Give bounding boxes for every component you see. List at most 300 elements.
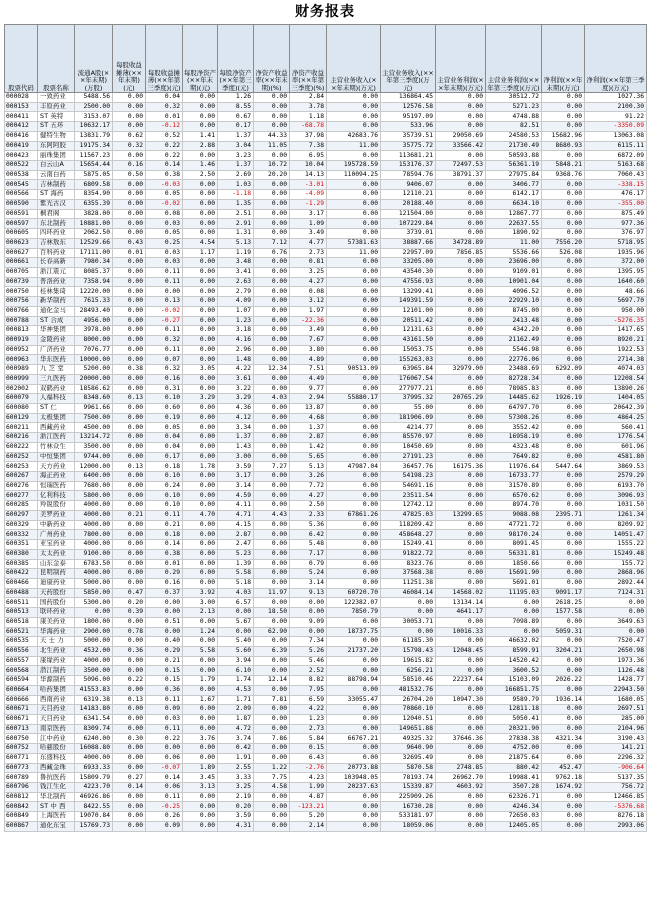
value-cell: 20188.40 (381, 199, 436, 209)
value-cell: 2900.00 (75, 627, 113, 637)
stock-code-cell: 600276 (5, 481, 38, 491)
value-cell: 47987.04 (327, 462, 381, 472)
stock-code-cell: 000597 (5, 219, 38, 229)
table-row (5, 151, 647, 161)
value-cell: 0.00 (183, 287, 218, 297)
value-cell: 3500.00 (75, 666, 113, 676)
value-cell: 0.39 (113, 608, 146, 618)
value-cell: 0.00 (113, 540, 146, 550)
value-cell: 6.59 (290, 695, 327, 705)
value-cell: 6783.50 (75, 559, 113, 569)
value-cell: 0.00 (327, 219, 381, 229)
value-cell: 0.00 (542, 277, 585, 287)
value-cell: 0.00 (183, 821, 218, 831)
value-cell: 0.00 (183, 617, 218, 627)
value-cell: 0.00 (254, 423, 290, 433)
value-cell: 0.29 (146, 569, 183, 579)
value-cell: 7500.00 (75, 413, 113, 423)
value-cell: 2026.22 (542, 676, 585, 686)
value-cell: 4.22 (290, 705, 327, 715)
value-cell: 0.00 (542, 540, 585, 550)
value-cell: 4500.00 (75, 423, 113, 433)
value-cell: 0.00 (436, 481, 486, 491)
stock-code-cell: 000566 (5, 190, 38, 200)
value-cell: 3.29 (218, 394, 254, 404)
value-cell: 0.00 (436, 491, 486, 501)
value-cell: 1555.22 (585, 540, 647, 550)
value-cell: 7.27 (254, 462, 290, 472)
value-cell: 3204.21 (542, 646, 585, 656)
table-row (5, 209, 647, 219)
value-cell: 33566.42 (436, 141, 486, 151)
value-cell: 0.00 (113, 102, 146, 112)
stock-code-cell: 000963 (5, 355, 38, 365)
stock-name-cell: 鲁抗医药 (38, 773, 75, 783)
value-cell: 2.73 (290, 724, 327, 734)
value-cell: 62.90 (254, 627, 290, 637)
value-cell: 0.00 (254, 277, 290, 287)
value-cell: 0.03 (146, 248, 183, 258)
stock-name-cell: 紫光古汉 (38, 199, 75, 209)
value-cell: 0.00 (183, 442, 218, 452)
value-cell: 15809.79 (75, 773, 113, 783)
value-cell: 55.00 (381, 404, 436, 414)
value-cell: 3406.77 (486, 180, 542, 190)
value-cell: 0.00 (542, 122, 585, 132)
stock-name-cell: 哈药集团 (38, 685, 75, 695)
value-cell: 4.54 (183, 238, 218, 248)
value-cell: 2.52 (290, 666, 327, 676)
value-cell: 4.77 (290, 238, 327, 248)
value-cell: 9091.17 (542, 588, 585, 598)
table-row (5, 715, 647, 725)
value-cell: 2.84 (290, 93, 327, 103)
value-cell: 6400.00 (75, 472, 113, 482)
table-row (5, 297, 647, 307)
value-cell: 4.15 (218, 520, 254, 530)
value-cell: 20511.42 (381, 316, 436, 326)
value-cell: 0.00 (436, 559, 486, 569)
value-cell: 5.24 (290, 569, 327, 579)
value-cell: 8000.00 (75, 335, 113, 345)
value-cell: 0.22 (146, 734, 183, 744)
value-cell: 0.29 (146, 646, 183, 656)
value-cell: 54198.23 (381, 472, 436, 482)
value-cell: 37.98 (290, 131, 327, 141)
value-cell: 0.52 (146, 131, 183, 141)
value-cell: 0.00 (254, 802, 290, 812)
value-cell: 0.00 (436, 355, 486, 365)
value-cell: 7615.33 (75, 297, 113, 307)
stock-code-cell: 000419 (5, 141, 38, 151)
value-cell: 0.00 (290, 598, 327, 608)
value-cell: 67861.26 (327, 510, 381, 520)
value-cell: 0.15 (146, 676, 183, 686)
value-cell: 6872.09 (585, 151, 647, 161)
value-cell: 2.79 (218, 287, 254, 297)
value-cell: 12048.45 (436, 646, 486, 656)
value-cell: 22237.64 (436, 676, 486, 686)
value-cell: 3.00 (218, 452, 254, 462)
value-cell: 7.86 (254, 734, 290, 744)
value-cell: 0.00 (183, 102, 218, 112)
stock-name-cell: 羚锐股份 (38, 501, 75, 511)
value-cell: 5.58 (183, 646, 218, 656)
value-cell: 44.33 (254, 131, 290, 141)
value-cell: 0.00 (542, 306, 585, 316)
value-cell: 22957.09 (381, 248, 436, 258)
value-cell: 0.10 (146, 472, 183, 482)
stock-name-cell: 人福科技 (38, 394, 75, 404)
stock-name-cell: 丰原药业 (38, 102, 75, 112)
value-cell: 1.31 (218, 229, 254, 239)
stock-name-cell: 新华制药 (38, 297, 75, 307)
value-cell: 0.00 (183, 792, 218, 802)
value-cell: 3828.00 (75, 209, 113, 219)
stock-name-cell: 广济药业 (38, 345, 75, 355)
value-cell: 14568.02 (436, 588, 486, 598)
value-cell: 0.27 (113, 773, 146, 783)
value-cell: 1.18 (290, 112, 327, 122)
table-row (5, 763, 647, 773)
value-cell: 0.00 (113, 423, 146, 433)
table-row (5, 734, 647, 744)
table-row (5, 190, 647, 200)
value-cell: 7680.00 (75, 481, 113, 491)
value-cell: 3.17 (218, 472, 254, 482)
value-cell: 5.58 (218, 569, 254, 579)
value-cell: 0.00 (254, 199, 290, 209)
value-cell: 0.00 (254, 258, 290, 268)
stock-name-cell: ST 海药 (38, 190, 75, 200)
value-cell: 0.19 (146, 413, 183, 423)
value-cell: 2395.71 (542, 510, 585, 520)
value-cell: -3.01 (290, 180, 327, 190)
value-cell: 4000.00 (75, 520, 113, 530)
stock-code-cell: 000627 (5, 248, 38, 258)
value-cell: 3.29 (183, 394, 218, 404)
value-cell: 2579.29 (585, 472, 647, 482)
value-cell: 2.19 (218, 792, 254, 802)
value-cell: 0.00 (436, 151, 486, 161)
value-cell: 0.00 (218, 608, 254, 618)
value-cell: 0.00 (436, 792, 486, 802)
value-cell: 0.00 (542, 316, 585, 326)
value-cell: 6.42 (290, 530, 327, 540)
value-cell: -5276.35 (585, 316, 647, 326)
value-cell: 3.61 (218, 374, 254, 384)
value-cell: 2062.50 (75, 229, 113, 239)
value-cell: 4.12 (218, 413, 254, 423)
value-cell: 1027.36 (585, 93, 647, 103)
stock-code-cell: 600796 (5, 783, 38, 793)
value-cell: 0.00 (290, 627, 327, 637)
value-cell: 9109.01 (486, 267, 542, 277)
value-cell: 12220.00 (75, 287, 113, 297)
value-cell: 0.03 (146, 219, 183, 229)
stock-name-cell: ST 中 西 (38, 802, 75, 812)
value-cell: 3500.00 (75, 442, 113, 452)
value-cell: 19175.34 (75, 141, 113, 151)
table-row (5, 258, 647, 268)
value-cell: 1.42 (290, 442, 327, 452)
value-cell: 10901.04 (486, 277, 542, 287)
value-cell: 0.00 (183, 316, 218, 326)
value-cell: 5163.68 (585, 161, 647, 171)
value-cell: 1.67 (183, 695, 218, 705)
stock-code-cell: 600080 (5, 404, 38, 414)
value-cell: 155.72 (585, 559, 647, 569)
value-cell: 4956.00 (75, 316, 113, 326)
value-cell: 0.01 (146, 559, 183, 569)
stock-name-cell: 亿利科技 (38, 491, 75, 501)
value-cell: 27191.23 (381, 452, 436, 462)
value-cell: 12000.00 (75, 462, 113, 472)
stock-name-cell: 上海医药 (38, 812, 75, 822)
value-cell: 3978.00 (75, 326, 113, 336)
value-cell: 22929.10 (486, 297, 542, 307)
value-cell: 0.00 (113, 705, 146, 715)
value-cell: 3.25 (218, 783, 254, 793)
stock-code-cell: 000919 (5, 335, 38, 345)
value-cell: 0.67 (218, 112, 254, 122)
value-cell: 0.00 (183, 569, 218, 579)
value-cell: 1973.36 (585, 656, 647, 666)
value-cell: 5536.66 (486, 248, 542, 258)
stock-name-cell: 天方药业 (38, 462, 75, 472)
value-cell: 0.32 (146, 365, 183, 375)
value-cell: 2868.96 (585, 569, 647, 579)
value-cell: 195728.59 (327, 161, 381, 171)
value-cell: 63965.84 (381, 365, 436, 375)
value-cell: 0.00 (254, 355, 290, 365)
value-cell: 2993.06 (585, 821, 647, 831)
value-cell: -5376.68 (585, 802, 647, 812)
value-cell: 8680.93 (542, 141, 585, 151)
value-cell: 1.03 (218, 180, 254, 190)
value-cell: 10632.17 (75, 122, 113, 132)
value-cell: 5.60 (218, 646, 254, 656)
value-cell: 0.00 (113, 277, 146, 287)
stock-name-cell: ST 合成 (38, 316, 75, 326)
value-cell: 0.00 (113, 656, 146, 666)
value-cell: 0.00 (327, 277, 381, 287)
value-cell: 14051.47 (585, 530, 647, 540)
value-cell: 0.00 (327, 335, 381, 345)
value-cell: 0.00 (327, 559, 381, 569)
value-cell: 16730.28 (381, 802, 436, 812)
value-cell: 58510.46 (381, 676, 436, 686)
value-cell: 560.41 (585, 423, 647, 433)
value-cell: 0.00 (542, 287, 585, 297)
value-cell: 0.00 (183, 326, 218, 336)
value-cell: 0.00 (254, 326, 290, 336)
value-cell: 0.31 (146, 384, 183, 394)
value-cell: 0.00 (146, 598, 183, 608)
value-cell: 0.47 (113, 588, 146, 598)
value-cell: 0.00 (254, 520, 290, 530)
value-cell: 15769.73 (75, 821, 113, 831)
table-row (5, 277, 647, 287)
value-cell: 0.00 (327, 792, 381, 802)
value-cell: 7980.34 (75, 258, 113, 268)
value-cell: 3.74 (218, 734, 254, 744)
value-cell: 0.00 (436, 277, 486, 287)
value-cell: 0.00 (542, 715, 585, 725)
value-cell: 0.00 (254, 569, 290, 579)
value-cell: 0.00 (542, 705, 585, 715)
value-cell: 0.00 (542, 724, 585, 734)
stock-code-cell: 600222 (5, 442, 38, 452)
value-cell: 46084.14 (381, 588, 436, 598)
value-cell: 35775.72 (381, 141, 436, 151)
value-cell: 57308.26 (486, 413, 542, 423)
value-cell: 0.00 (113, 190, 146, 200)
value-cell: 33205.00 (381, 258, 436, 268)
value-cell: 8.55 (218, 102, 254, 112)
value-cell: 0.00 (254, 753, 290, 763)
value-cell: 0.00 (254, 656, 290, 666)
value-cell: 0.00 (542, 404, 585, 414)
value-cell: 0.00 (542, 326, 585, 336)
value-cell: 6341.54 (75, 715, 113, 725)
stock-name-cell: 康美药业 (38, 617, 75, 627)
stock-code-cell: 600329 (5, 520, 38, 530)
table-row (5, 510, 647, 520)
value-cell: 0.00 (327, 753, 381, 763)
value-cell: 0.00 (542, 93, 585, 103)
value-cell: 5200.00 (75, 365, 113, 375)
value-cell: 0.00 (254, 821, 290, 831)
value-cell: 1.46 (183, 161, 218, 171)
value-cell: 3.25 (290, 267, 327, 277)
value-cell: 1261.34 (585, 510, 647, 520)
value-cell: 153176.37 (381, 161, 436, 171)
value-cell: 0.06 (146, 783, 183, 793)
value-cell: 12576.58 (381, 102, 436, 112)
value-cell: 5.23 (218, 549, 254, 559)
value-cell: 0.00 (183, 335, 218, 345)
value-cell: 476.17 (585, 190, 647, 200)
value-cell: 2413.48 (486, 316, 542, 326)
value-cell: 7856.85 (436, 248, 486, 258)
value-cell: 3.49 (290, 229, 327, 239)
stock-name-cell: 哈慈股份 (38, 744, 75, 754)
value-cell: 12040.51 (381, 715, 436, 725)
value-cell: 0.00 (542, 452, 585, 462)
value-cell: 14520.42 (486, 656, 542, 666)
value-cell: 149391.59 (381, 297, 436, 307)
value-cell: 110094.25 (327, 170, 381, 180)
value-cell: 36457.76 (381, 462, 436, 472)
value-cell: 0.00 (542, 666, 585, 676)
value-cell: 0.00 (254, 598, 290, 608)
value-cell: 0.00 (183, 93, 218, 103)
value-cell: 0.00 (542, 345, 585, 355)
value-cell: 54691.16 (381, 481, 436, 491)
value-cell: 4321.34 (542, 734, 585, 744)
value-cell: 0.00 (254, 666, 290, 676)
stock-code-cell: 000153 (5, 102, 38, 112)
value-cell: 0.00 (254, 287, 290, 297)
column-header: 主营业务利润(××年第三季度)(万元) (486, 25, 542, 93)
stock-code-cell: 600211 (5, 423, 38, 433)
value-cell: 0.17 (218, 122, 254, 132)
value-cell: 0.18 (146, 530, 183, 540)
value-cell: 0.00 (183, 666, 218, 676)
value-cell: 0.00 (436, 637, 486, 647)
value-cell: 8085.37 (75, 267, 113, 277)
table-row (5, 199, 647, 209)
value-cell: 0.00 (436, 423, 486, 433)
value-cell: 0.00 (436, 802, 486, 812)
value-cell: 11976.64 (486, 462, 542, 472)
table-row (5, 656, 647, 666)
value-cell: 0.00 (113, 306, 146, 316)
stock-name-cell: 迪康药业 (38, 578, 75, 588)
table-row (5, 812, 647, 822)
value-cell: 0.00 (113, 578, 146, 588)
value-cell: 4752.00 (486, 744, 542, 754)
value-cell: 0.51 (146, 617, 183, 627)
value-cell: 0.00 (146, 608, 183, 618)
value-cell: 4342.20 (486, 326, 542, 336)
table-row (5, 413, 647, 423)
value-cell: 0.00 (542, 355, 585, 365)
table-row (5, 646, 647, 656)
value-cell: 29050.69 (436, 131, 486, 141)
value-cell: 5300.00 (75, 598, 113, 608)
value-cell: 0.00 (436, 112, 486, 122)
value-cell: 0.00 (254, 491, 290, 501)
value-cell: 22943.50 (585, 685, 647, 695)
value-cell: 756.72 (585, 783, 647, 793)
value-cell: 0.00 (327, 229, 381, 239)
value-cell: 4.70 (183, 510, 218, 520)
value-cell: 1.89 (183, 763, 218, 773)
value-cell: 0.00 (436, 404, 486, 414)
stock-code-cell: 000766 (5, 306, 38, 316)
value-cell: 0.00 (486, 598, 542, 608)
value-cell: 0.00 (436, 433, 486, 443)
column-header: 每股收益摊薄(××年末期)(元) (113, 25, 146, 93)
value-cell: 0.00 (113, 413, 146, 423)
value-cell: 0.00 (113, 753, 146, 763)
value-cell: 28493.40 (75, 306, 113, 316)
value-cell: 21875.64 (486, 753, 542, 763)
value-cell: 0.00 (254, 306, 290, 316)
stock-name-cell: 华源制药 (38, 676, 75, 686)
value-cell: 26704.20 (381, 695, 436, 705)
stock-name-cell: 吉林敖东 (38, 238, 75, 248)
stock-code-cell: 000416 (5, 131, 38, 141)
value-cell: 0.00 (542, 637, 585, 647)
value-cell: 4000.00 (75, 569, 113, 579)
value-cell: 3.59 (218, 812, 254, 822)
value-cell: 10.72 (254, 161, 290, 171)
table-body (5, 93, 647, 832)
value-cell: 6256.21 (381, 666, 436, 676)
value-cell: 0.00 (327, 715, 381, 725)
value-cell: 3.04 (218, 141, 254, 151)
value-cell: 0.11 (146, 267, 183, 277)
value-cell: 47825.03 (381, 510, 436, 520)
value-cell: 3.94 (218, 656, 254, 666)
value-cell: 20765.29 (436, 394, 486, 404)
value-cell: 0.00 (183, 472, 218, 482)
value-cell: 9640.90 (381, 744, 436, 754)
stock-code-cell: 600556 (5, 646, 38, 656)
